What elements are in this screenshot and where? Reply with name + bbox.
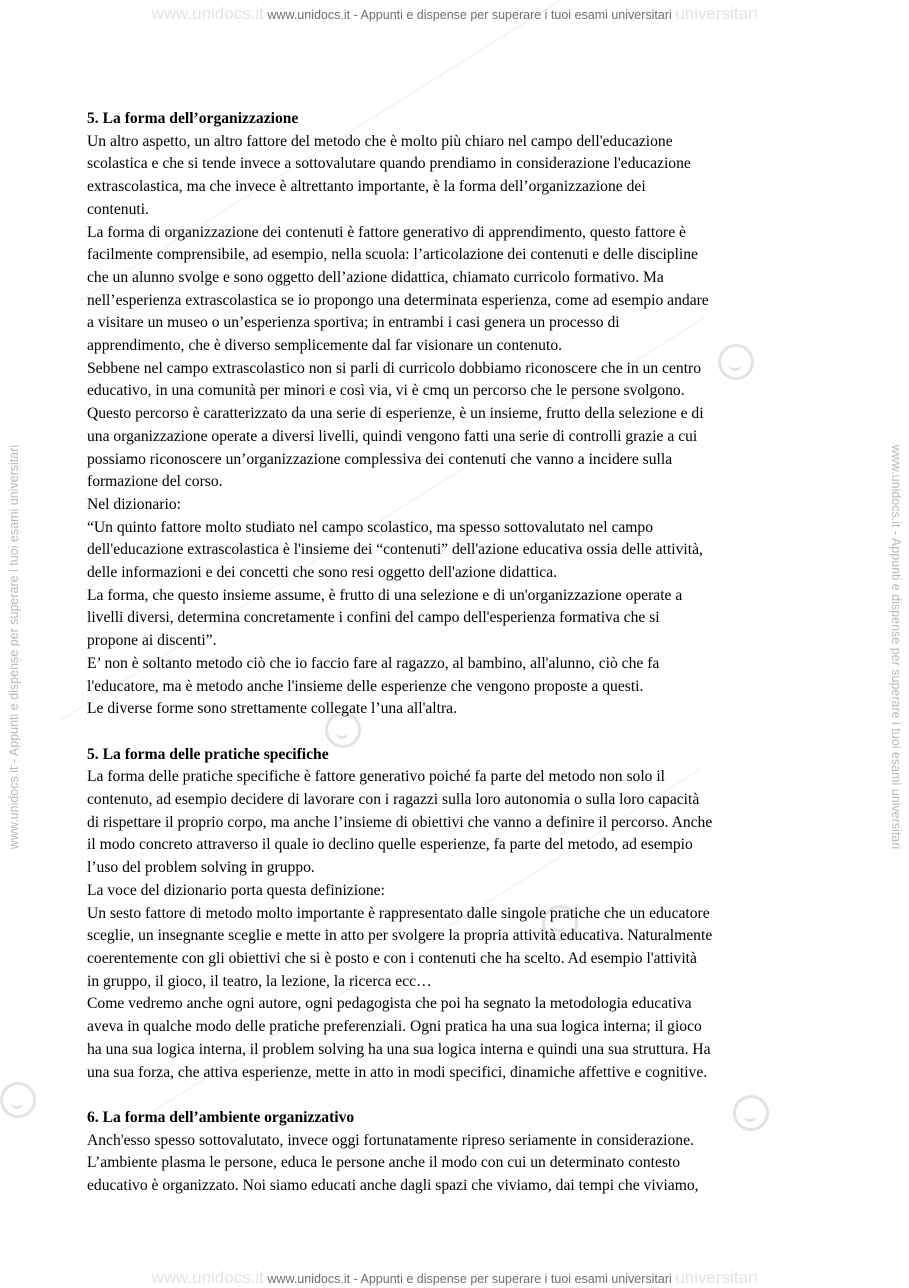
text-line: L’ambiente plasma le persone, educa le persone anche il modo con cui un determinato contesto <box>87 1154 681 1172</box>
text-line: in gruppo, il gioco, il teatro, la lezione, la ricerca ecc… <box>87 972 432 990</box>
text-line: educativo, in una comunità per minori e così via, vi è cmq un percorso che le persone svolgono. <box>87 382 685 400</box>
section-heading: 5. La forma delle pratiche specifiche <box>87 745 329 763</box>
text-line: l’uso del problem solving in gruppo. <box>87 859 315 877</box>
paragraph <box>87 903 827 994</box>
watermark-ghost-left: www.unidocs.it <box>151 1268 264 1287</box>
text-line: propone ai discenti”. <box>87 632 217 650</box>
text-line: coerentemente con gli obiettivi che si è posto e con i contenuti che ha scelto. Ad esempio l'attività <box>87 950 697 967</box>
paragraph <box>87 653 827 698</box>
document-body <box>87 108 827 1198</box>
text-line: Un altro aspetto, un altro fattore del metodo che è molto più chiaro nel campo dell'educazione <box>87 132 673 150</box>
text-line: scolastica e che si tende invece a sottovalutare quando prendiamo in considerazione l'educazione <box>87 155 691 173</box>
watermark-ghost-left: www.unidocs.it <box>151 4 264 23</box>
text-line: educativo è organizzato. Noi siamo educati anche dagli spazi che viviamo, dai tempi che viviamo, <box>87 1177 699 1195</box>
text-line: di rispettare il proprio corpo, ma anche l’insieme di obiettivi che vanno a definire il percorso. Anche <box>87 813 713 831</box>
text-line: sceglie, un insegnante sceglie e mette in atto per svolgere la propria attività educativa. Naturalmente <box>87 927 713 945</box>
section-heading: 6. La forma dell’ambiente organizzativo <box>87 1108 355 1126</box>
text-line: che un alunno svolge e sono oggetto dell’azione didattica, chiamato curricolo formativo. Ma <box>87 268 664 286</box>
text-line: La forma, che questo insieme assume, è frutto di una selezione e di un'organizzazione operate a <box>87 586 683 604</box>
text-line: delle informazioni e dei concetti che sono resi oggetto dell'azione didattica. <box>87 564 558 582</box>
text-line: Come vedremo anche ogni autore, ogni pedagogista che poi ha segnato la metodologia educativa <box>87 995 692 1013</box>
text-line: il modo concreto attraverso il quale io declino quelle esperienze, fa parte del metodo, ad esempio <box>87 836 693 854</box>
text-line: livelli diversi, determina concretamente i confini del campo dell'esperienza formativa che si <box>87 609 660 627</box>
text-line: “Un quinto fattore molto studiato nel campo scolastico, ma spesso sottovalutato nel campo <box>87 518 654 536</box>
text-line: La forma di organizzazione dei contenuti è fattore generativo di apprendimento, questo fattore è <box>87 223 686 241</box>
paragraph <box>87 1130 827 1198</box>
text-line: a visitare un museo o un’esperienza sportiva; in entrambi i casi genera un processo di <box>87 314 620 332</box>
text-line: dell'educazione extrascolastica è l'insieme dei “contenuti” dell'azione educativa ossia delle attività, <box>87 541 703 559</box>
watermark-side-left: www.unidocs.it - Appunti e dispense per superare i tuoi esami universitari <box>7 444 21 850</box>
paragraph-gap <box>87 1084 827 1107</box>
text-line: contenuto, ad esempio decidere di lavorare con i ragazzi sulla loro autonomia o sulla loro capacità <box>87 791 700 809</box>
watermark-ghost-right: universitari <box>675 4 758 23</box>
paragraph <box>87 585 827 653</box>
watermark-ghost-right: universitari <box>675 1268 758 1287</box>
text-line: formazione del corso. <box>87 473 223 491</box>
watermark-top <box>0 4 909 24</box>
text-line: Sebbene nel campo extrascolastico non si parli di curricolo dobbiamo riconoscere che in un centro <box>87 359 702 377</box>
paragraph <box>87 494 827 517</box>
text-line: ha una sua logica interna, il problem solving ha una sua logica interna e quindi una sua struttura. Ha <box>87 1040 711 1058</box>
watermark-text: www.unidocs.it - Appunti e dispense per superare i tuoi esami universitari <box>267 8 672 22</box>
text-line: possiamo riconoscere un’organizzazione complessiva dei contenuti che vanno a incidere sulla <box>87 450 673 468</box>
paragraph <box>87 131 827 222</box>
paragraph <box>87 358 827 494</box>
text-line: E’ non è soltanto metodo ciò che io faccio fare al ragazzo, al bambino, all'alunno, ciò che fa <box>87 654 660 672</box>
paragraph <box>87 880 827 903</box>
paragraph <box>87 766 827 880</box>
text-line: Le diverse forme sono strettamente collegate l’una all'altra. <box>87 700 457 718</box>
paragraph <box>87 698 827 721</box>
text-line: apprendimento, che è diverso semplicemente dal far visionare un contenuto. <box>87 337 563 355</box>
text-line: extrascolastica, ma che invece è altrettanto importante, è la forma dell’organizzazione dei <box>87 178 646 196</box>
text-line: una sua forza, che attiva esperienze, mette in atto in modi specifici, dinamiche affettive e cognitive. <box>87 1063 708 1081</box>
text-line: Un sesto fattore di metodo molto importante è rappresentato dalle singole pratiche che un educatore <box>87 904 710 922</box>
watermark-text: www.unidocs.it - Appunti e dispense per superare i tuoi esami universitari <box>267 1272 672 1286</box>
text-line: nell’esperienza extrascolastica se io propongo una determinata esperienza, come ad esempio andare <box>87 291 709 309</box>
text-line: facilmente comprensibile, ad esempio, nella scuola: l’articolazione dei contenuti e delle discipline <box>87 246 698 264</box>
text-line: La voce del dizionario porta questa definizione: <box>87 881 385 899</box>
paragraph <box>87 222 827 358</box>
text-line: Anch'esso spesso sottovalutato, invece oggi fortunatamente ripreso seriamente in considerazione. <box>87 1131 694 1149</box>
paragraph-gap <box>87 721 827 744</box>
section-heading: 5. La forma dell’organizzazione <box>87 110 299 127</box>
watermark-bottom <box>0 1268 909 1288</box>
paragraph <box>87 993 827 1084</box>
text-line: una organizzazione operate a diversi livelli, quindi vengono fatti una serie di controlli grazie a cui <box>87 427 698 445</box>
paragraph <box>87 517 827 585</box>
text-line: aveva in qualche modo delle pratiche preferenziali. Ogni pratica ha una sua logica interna; il gioco <box>87 1018 702 1036</box>
text-line: La forma delle pratiche specifiche è fattore generativo poiché fa parte del metodo non solo il <box>87 768 666 786</box>
text-line: Questo percorso è caratterizzato da una serie di esperienze, è un insieme, frutto della selezione e di <box>87 405 704 423</box>
text-line: Nel dizionario: <box>87 495 181 513</box>
watermark-side-right: www.unidocs.it - Appunti e dispense per superare i tuoi esami universitari <box>889 444 903 850</box>
watermark-logo-icon <box>0 1082 36 1118</box>
text-line: l'educatore, ma è metodo anche l'insieme delle esperienze che vengono proposte a questi. <box>87 677 644 695</box>
text-line: contenuti. <box>87 200 149 218</box>
